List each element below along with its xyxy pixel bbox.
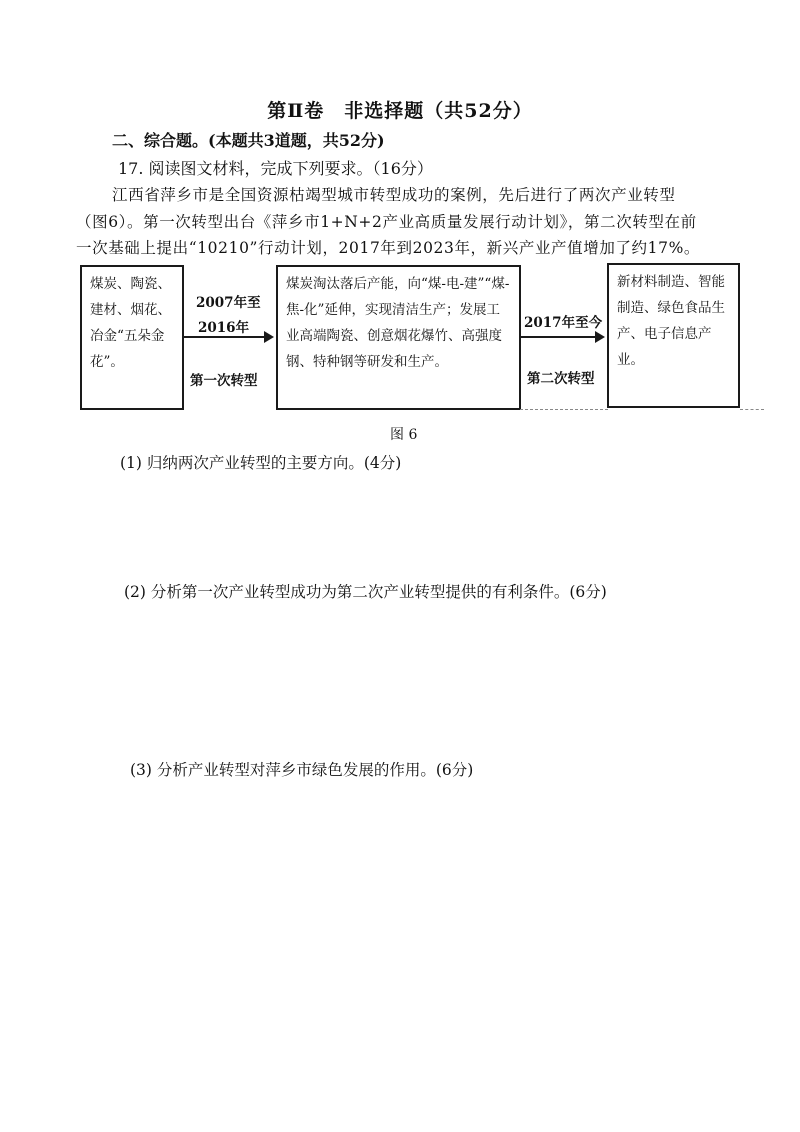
arrow1-label: 第一次转型 — [190, 373, 258, 389]
passage-line-2: （图6）。第一次转型出台《萍乡市1+N+2产业高质量发展行动计划》，第二次转型在前 — [76, 213, 697, 231]
subquestion-3: (3) 分析产业转型对萍乡市绿色发展的作用。(6分) — [130, 761, 474, 779]
passage-line-1: 江西省萍乡市是全国资源枯竭型城市转型成功的案例，先后进行了两次产业转型 — [112, 186, 676, 204]
subquestion-2: (2) 分析第一次产业转型成功为第二次产业转型提供的有利条件。(6分) — [124, 583, 607, 601]
passage-line-3: 一次基础上提出“10210”行动计划，2017年到2023年，新兴产业产值增加了约17%。 — [76, 239, 701, 257]
divider — [520, 409, 608, 410]
stage-original-industries: 煤炭、陶瓷、建材、烟花、冶金“五朵金花”。 — [80, 265, 184, 410]
arrow2-period: 2017年至今 — [524, 315, 603, 331]
stage-first-transformation: 煤炭淘汰落后产能，向“煤-电-建”“煤-焦-化”延伸，实现清洁生产；发展工业高端陶瓷、创意烟花爆竹、高强度钢、特种钢等研发和生产。 — [276, 265, 521, 410]
section-heading: 二、综合题。(本题共3道题，共52分) — [112, 131, 385, 150]
question-heading: 17. 阅读图文材料，完成下列要求。（16分） — [118, 159, 433, 178]
arrow1-period-start: 2007年至 — [196, 295, 261, 311]
figure-caption: 图 6 — [390, 427, 418, 443]
arrow-second-transformation — [521, 336, 603, 338]
arrow2-label: 第二次转型 — [527, 371, 595, 387]
arrow-first-transformation — [184, 336, 272, 338]
subquestion-1: (1) 归纳两次产业转型的主要方向。(4分) — [120, 454, 402, 472]
divider — [740, 409, 764, 410]
stage-second-transformation: 新材料制造、智能制造、绿色食品生产、电子信息产业。 — [607, 263, 740, 408]
arrow1-period-end: 2016年 — [198, 320, 250, 336]
page-title: 第Ⅱ卷 非选择题（共52分） — [267, 100, 533, 122]
